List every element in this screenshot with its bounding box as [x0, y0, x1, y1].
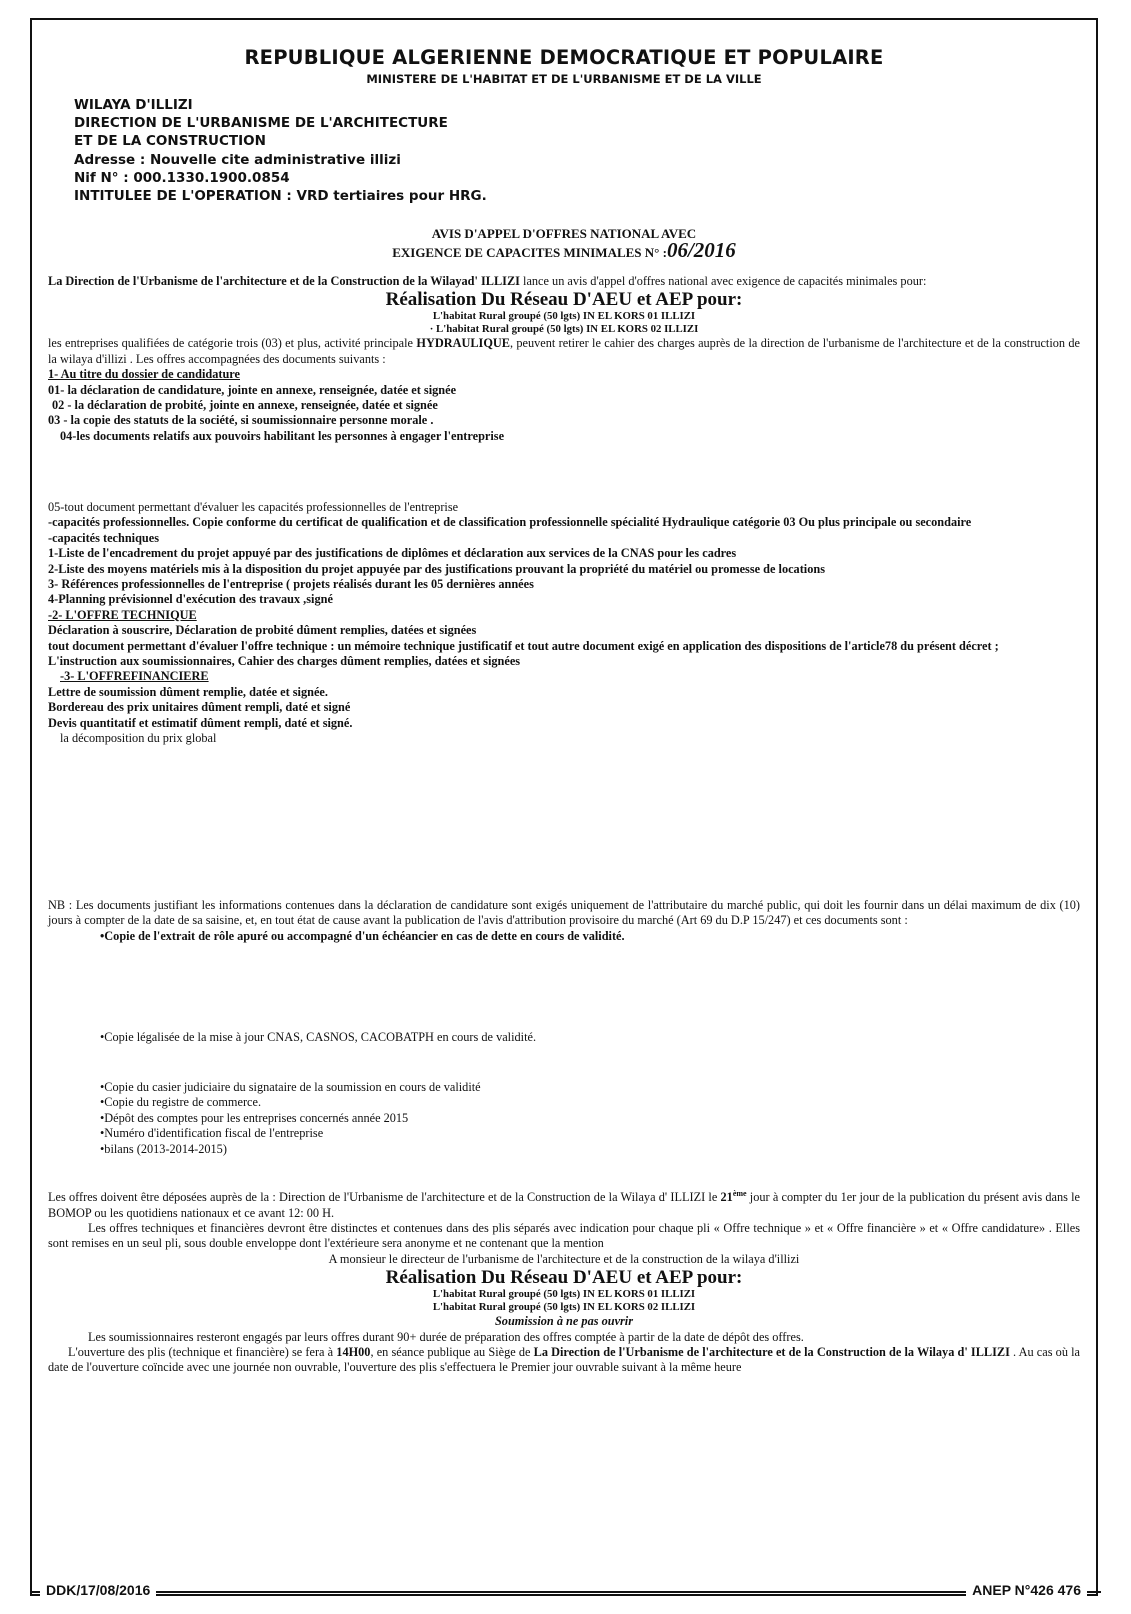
issuer-line: Nif N° : 000.1330.1900.0854 — [74, 169, 290, 186]
financiere-heading: -3- L'OFFREFINANCIERE — [60, 669, 209, 684]
nb-bullet: •Dépôt des comptes pour les entreprises concernés année 2015 — [100, 1110, 409, 1125]
republic-title: REPUBLIQUE ALGERIENNE DEMOCRATIQUE ET POPULAIRE — [244, 46, 884, 69]
intro-paragraph — [48, 274, 1080, 289]
technique-heading: -2- L'OFFRE TECHNIQUE — [48, 607, 197, 622]
capacities-section — [48, 500, 1080, 747]
nb-bullet: •Numéro d'identification fiscal de l'entreprise — [100, 1126, 324, 1141]
project-line: L'habitat Rural groupé (50 lgts) IN EL KORS 02 ILLIZI — [432, 1301, 696, 1314]
dossier-item: 04-les documents relatifs aux pouvoirs habilitant les personnes à engager l'entreprise — [60, 428, 505, 443]
intro-rest: lance un avis d'appel d'offres national avec exigence de capacités minimales pour: — [519, 274, 927, 288]
project-line: L'habitat Rural groupé (50 lgts) IN EL KORS 01 ILLIZI — [432, 310, 696, 323]
opening-text: L'ouverture des plis (technique et financière) se fera à — [68, 1344, 337, 1359]
project-line: L'habitat Rural groupé (50 lgts) IN EL KORS 01 ILLIZI — [432, 1288, 696, 1301]
do-not-open: Soumission à ne pas ouvrir — [494, 1314, 634, 1329]
opening-time: 14H00 — [336, 1344, 371, 1359]
validity-paragraph: Les soumissionnaires resteront engagés par leurs offres durant 90+ durée de préparation des offres comptée à partir de la date de dépôt des offres. — [88, 1329, 804, 1344]
dossier-item-05: 05-tout document permettant d'évaluer les capacités professionnelles de l'entreprise — [48, 500, 459, 514]
announcement-frame — [30, 18, 1098, 1596]
deposit-text: jour à compter du 1er jour de la publication du présent avis dans le BOMOP ou les quotidiens nationaux et ce avant 12: 00 H. — [48, 1190, 1080, 1220]
issuer-line: INTITULEE DE L'OPERATION : VRD tertiaires pour HRG. — [74, 188, 487, 205]
issuer-block — [74, 96, 487, 205]
nb-paragraph: NB : Les documents justifiant les informations contenues dans la déclaration de candidature sont exigés uniquement de l'attributaire du marché public, qui doit les fournir dans un délai maximum de dix (10) jours à compter de la date de sa saisine, et, en tout état de cause avant la publication de l'avis d'attribution provisoire du marché (Art 69 du D.P 15/247) et ces documents sont : — [48, 898, 1080, 928]
qualification-paragraph — [48, 336, 1080, 367]
issuer-line: WILAYA D'ILLIZI — [74, 97, 193, 113]
nb-bullet: •Copie du casier judiciaire du signataire de la soumission en cours de validité — [100, 1080, 481, 1094]
cap-pro: -capacités professionnelles. Copie conforme du certificat de qualification et de classification professionnelle spécialité Hydraulique catégorie 03 Ou plus principale ou secondaire — [48, 515, 972, 530]
dossier-item: 03 - la copie des statuts de la société, si soumissionnaire personne morale . — [48, 413, 434, 428]
deposit-text: Les offres doivent être déposées auprès de la : Direction de l'Urbanisme de l'architecture et de la Construction de la Wilaya d' ILLIZI le — [48, 1190, 721, 1205]
notice-title-line1: AVIS D'APPEL D'OFFRES NATIONAL AVEC — [431, 226, 697, 241]
footer — [0, 1582, 1131, 1604]
intro-section — [48, 274, 1080, 444]
tech-item: 1-Liste de l'encadrement du projet appuyé par des justifications de diplômes et déclaration aux services de la CNAS pour les cadres — [48, 546, 737, 561]
issuer-line: DIRECTION DE L'URBANISME DE L'ARCHITECTURE — [74, 115, 448, 132]
nb-section — [48, 898, 1080, 944]
opening-text: , en séance publique au Siège de — [370, 1344, 534, 1359]
qualification-text: , peuvent retirer le cahier des charges auprès de la direction de l'urbanisme de l'architecture et de la construction de la wilaya d'illizi . Les offres accompagnées des documents suivants : — [48, 336, 1081, 366]
financiere-line: Lettre de soumission dûment remplie, datée et signée. — [48, 684, 328, 699]
technique-line: L'instruction aux soumissionnaires, Cahier des charges dûment remplies, datées et signées — [48, 654, 521, 669]
opening-place: La Direction de l'Urbanisme de l'architecture et de la Construction de la Wilaya d' ILLIZI — [533, 1344, 1010, 1359]
cap-tech-heading: -capacités techniques — [48, 530, 160, 545]
footer-rule — [30, 1591, 1101, 1593]
notice-number: 06/2016 — [666, 238, 736, 262]
project-line: · L'habitat Rural groupé (50 lgts) IN EL KORS 02 ILLIZI — [429, 323, 699, 336]
issuer-line: Adresse : Nouvelle cite administrative illizi — [74, 151, 401, 168]
footer-ref-left: DDK/17/08/2016 — [40, 1582, 156, 1598]
issuer-line: ET DE LA CONSTRUCTION — [74, 133, 266, 150]
financiere-line: la décomposition du prix global — [60, 731, 217, 746]
qualification-text: les entreprises qualifiées de catégorie trois (03) et plus, activité principale — [48, 336, 417, 351]
opening-text: . Au cas où la date de l'ouverture coïncide avec une journée non ouvrable, l'ouverture des plis s'effectuera le Premier jour ouvrable suivant à la même heure — [48, 1344, 1080, 1375]
deposit-day-suffix: ème — [732, 1189, 747, 1198]
project-title: Réalisation Du Réseau D'AEU et AEP pour: — [385, 289, 743, 311]
notice-title — [32, 226, 1096, 261]
nb-bullet: •Copie légalisée de la mise à jour CNAS, CASNOS, CACOBATPH en cours de validité. — [100, 1030, 537, 1044]
tech-item: 4-Planning prévisionnel d'exécution des travaux ,signé — [48, 592, 333, 607]
tech-item: 2-Liste des moyens matériels mis à la disposition du projet appuyée par des justifications prouvant la propriété du matériel ou promesse de locations — [48, 561, 825, 576]
technique-line: tout document permettant d'évaluer l'offre technique : un mémoire technique justificatif et tout autre document exigé en application des dispositions de l'article78 du présent décret ; — [48, 638, 999, 653]
deposit-day: 21 — [720, 1190, 733, 1205]
tech-item: 3- Références professionnelles de l'entreprise ( projets réalisés durant les 05 dernières années — [48, 577, 534, 592]
project-title-2: Réalisation Du Réseau D'AEU et AEP pour: — [385, 1267, 743, 1289]
notice-title-line2: EXIGENCE DE CAPACITES MINIMALES N° : — [392, 245, 667, 260]
nb-bullet: •bilans (2013-2014-2015) — [100, 1141, 227, 1156]
opening-paragraph — [48, 1345, 1080, 1376]
technique-line: Déclaration à souscrire, Déclaration de probité dûment remplies, datées et signées — [48, 623, 477, 638]
financiere-line: Bordereau des prix unitaires dûment rempli, daté et signé — [48, 700, 351, 715]
dossier-item: 02 - la déclaration de probité, jointe en annexe, renseignée, datée et signée — [52, 398, 438, 413]
ministry-title: MINISTERE DE L'HABITAT ET DE L'URBANISME ET DE LA VILLE — [366, 72, 762, 86]
nb-bullet: •Copie du registre de commerce. — [100, 1095, 262, 1110]
dossier-item: 01- la déclaration de candidature, jointe en annexe, renseignée, datée et signée — [48, 382, 457, 397]
footer-ref-right: ANEP N°426 476 — [966, 1582, 1087, 1598]
intro-lead: La Direction de l'Urbanisme de l'architecture et de la Construction de la Wilayad' ILLIZI — [48, 274, 520, 288]
deposit-section — [48, 1186, 1080, 1376]
deposit-paragraph — [48, 1186, 1080, 1221]
activity-label: HYDRAULIQUE — [416, 336, 510, 351]
address-line: A monsieur le directeur de l'urbanisme de l'architecture et de la construction de la wilaya d'illizi — [328, 1251, 800, 1266]
dossier-heading: 1- Au titre du dossier de candidature — [48, 367, 240, 382]
nb-bullet: •Copie de l'extrait de rôle apuré ou accompagné d'un échéancier en cas de dette en cours de validité. — [100, 928, 625, 943]
financiere-line: Devis quantitatif et estimatif dûment rempli, daté et signé. — [48, 715, 353, 730]
nb-bullet-block — [48, 1030, 1080, 1045]
nb-bullet-list — [48, 1080, 1080, 1157]
envelope-paragraph: Les offres techniques et financières devront être distinctes et contenues dans des plis séparés avec indication pour chaque pli « Offre technique » et « Offre financière » et « Offre candidature» . Elles sont remises en un seul pli, sous double enveloppe dont l'extérieure sera anonyme et ne contenant que la mention — [48, 1220, 1080, 1251]
